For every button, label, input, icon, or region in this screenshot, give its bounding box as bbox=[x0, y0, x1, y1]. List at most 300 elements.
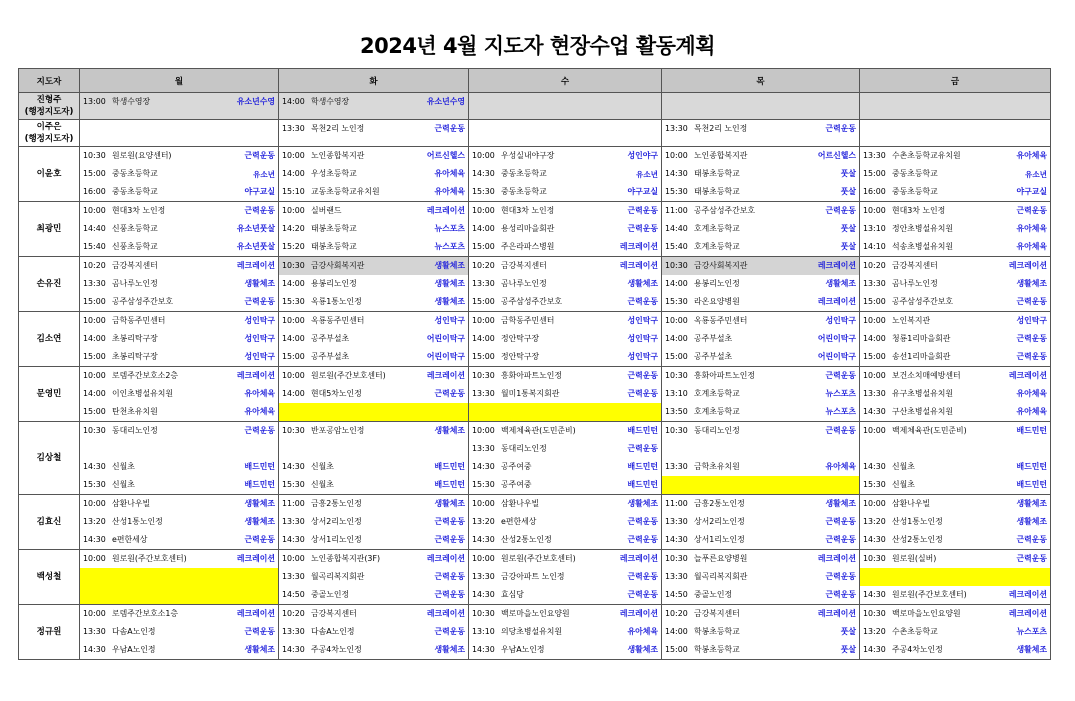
schedule-entry bbox=[469, 550, 661, 568]
entry-time: 14:00 bbox=[665, 627, 688, 636]
entry-activity: 생활체조 bbox=[1016, 645, 1047, 654]
entry-place: 초봉리탁구장 bbox=[112, 352, 158, 361]
schedule-cell-tue bbox=[279, 367, 469, 422]
schedule-cell-mon bbox=[80, 202, 279, 257]
entry-activity: 성인야구 bbox=[627, 151, 658, 160]
schedule-cell-fri bbox=[860, 120, 1051, 147]
schedule-cell-fri bbox=[860, 147, 1051, 202]
entry-place: 금강복지센터 bbox=[112, 261, 158, 270]
entry-activity: 뉴스포츠 bbox=[434, 224, 465, 233]
entry-activity: 생활체조 bbox=[627, 645, 658, 654]
entry-time: 13:30 bbox=[282, 572, 305, 581]
schedule-cell-thu bbox=[662, 367, 860, 422]
entry-time: 15:00 bbox=[863, 169, 886, 178]
entry-place: 동대리노인정 bbox=[112, 426, 158, 435]
entry-time: 14:30 bbox=[83, 462, 106, 471]
entry-activity: 생활체조 bbox=[1016, 279, 1047, 288]
schedule-cell-fri bbox=[860, 550, 1051, 605]
entry-place: 노인종합복지관(3F) bbox=[311, 554, 381, 563]
entry-activity: 생활체조 bbox=[434, 426, 465, 435]
entry-activity: 레크레이션 bbox=[817, 297, 856, 306]
entry-activity: 근력운동 bbox=[627, 371, 658, 380]
schedule-entry bbox=[279, 531, 468, 549]
schedule-cell-tue bbox=[279, 605, 469, 660]
entry-time: 10:30 bbox=[282, 261, 305, 270]
schedule-entry bbox=[279, 330, 468, 348]
entry-activity: 근력운동 bbox=[825, 590, 856, 599]
entry-place: 공주삼성주간보호 bbox=[112, 297, 173, 306]
entry-time: 10:00 bbox=[472, 499, 495, 508]
entry-activity: 유소년 bbox=[1024, 170, 1047, 179]
entry-time: 11:00 bbox=[282, 499, 305, 508]
schedule-entry bbox=[860, 165, 1050, 183]
schedule-entry bbox=[80, 238, 278, 256]
entry-activity: 유소년 bbox=[635, 170, 658, 179]
entry-activity: 근력운동 bbox=[627, 389, 658, 398]
entry-time: 15:30 bbox=[472, 480, 495, 489]
instructor-name: 김효신 bbox=[19, 495, 80, 550]
entry-place: e편한세상 bbox=[112, 535, 148, 544]
entry-place: 공주부설초 bbox=[311, 352, 350, 361]
entry-place: 중동초등학교 bbox=[892, 169, 938, 178]
schedule-entry bbox=[469, 513, 661, 531]
entry-time: 10:00 bbox=[83, 609, 106, 618]
entry-time: 14:30 bbox=[282, 462, 305, 471]
schedule-entry bbox=[662, 330, 859, 348]
entry-place: 신월초 bbox=[311, 462, 334, 471]
entry-time: 14:50 bbox=[282, 590, 305, 599]
table-row bbox=[19, 550, 1051, 605]
schedule-entry bbox=[279, 220, 468, 238]
schedule-cell-thu bbox=[662, 605, 860, 660]
schedule-entry bbox=[860, 220, 1050, 238]
schedule-entry bbox=[80, 385, 278, 403]
entry-activity: 유아체육 bbox=[1016, 224, 1047, 233]
schedule-entry bbox=[80, 422, 278, 440]
entry-place: 학봉초등학교 bbox=[694, 645, 740, 654]
entry-place: 호계초등학교 bbox=[694, 407, 740, 416]
highlight-blank bbox=[279, 403, 468, 421]
entry-activity: 유아체육 bbox=[1016, 242, 1047, 251]
entry-place: 삼환나우빌 bbox=[112, 499, 151, 508]
entry-time: 15:10 bbox=[282, 187, 305, 196]
entry-activity: 성인탁구 bbox=[627, 352, 658, 361]
entry-time: 10:00 bbox=[665, 316, 688, 325]
entry-time: 10:00 bbox=[863, 371, 886, 380]
entry-time: 13:20 bbox=[863, 627, 886, 636]
schedule-entry bbox=[279, 293, 468, 311]
entry-time: 10:00 bbox=[83, 554, 106, 563]
schedule-cell-wed bbox=[469, 495, 662, 550]
schedule-entry bbox=[469, 458, 661, 476]
schedule-entry bbox=[279, 238, 468, 256]
schedule-entry bbox=[469, 183, 661, 201]
schedule-entry bbox=[80, 623, 278, 641]
entry-place: 옥룡1통노인정 bbox=[311, 297, 362, 306]
schedule-cell-wed bbox=[469, 93, 662, 120]
entry-place: 구산초병설유치원 bbox=[892, 407, 953, 416]
schedule-cell-tue bbox=[279, 120, 469, 147]
schedule-entry bbox=[662, 202, 859, 220]
entry-place: 우남A노인정 bbox=[112, 645, 156, 654]
entry-time: 15:00 bbox=[83, 352, 106, 361]
instructor-name: 이주은 (행정지도자) bbox=[19, 120, 80, 147]
schedule-entry bbox=[860, 275, 1050, 293]
entry-place: 우남A노인정 bbox=[501, 645, 545, 654]
schedule-entry bbox=[279, 165, 468, 183]
entry-place: 다솜A노인정 bbox=[311, 627, 355, 636]
schedule-entry bbox=[662, 220, 859, 238]
schedule-entry bbox=[662, 312, 859, 330]
schedule-entry bbox=[80, 275, 278, 293]
entry-place: 늘푸른요양병원 bbox=[694, 554, 748, 563]
schedule-entry bbox=[860, 458, 1050, 476]
schedule-entry bbox=[860, 550, 1050, 568]
entry-time: 13:10 bbox=[665, 389, 688, 398]
entry-activity: 어르신헬스 bbox=[817, 151, 856, 160]
header-tuesday: 화 bbox=[279, 69, 469, 93]
schedule-entry bbox=[860, 513, 1050, 531]
entry-activity: 근력운동 bbox=[825, 535, 856, 544]
schedule-entry bbox=[469, 495, 661, 513]
schedule-entry bbox=[80, 202, 278, 220]
schedule-entry bbox=[860, 202, 1050, 220]
schedule-cell-fri bbox=[860, 422, 1051, 495]
schedule-cell-thu bbox=[662, 147, 860, 202]
schedule-entry bbox=[860, 531, 1050, 549]
entry-time: 10:30 bbox=[863, 609, 886, 618]
schedule-entry bbox=[662, 422, 859, 440]
entry-time: 10:00 bbox=[282, 554, 305, 563]
entry-place: 노인종합복지관 bbox=[311, 151, 365, 160]
entry-place: 학생수영장 bbox=[311, 97, 350, 106]
instructor-name: 문영민 bbox=[19, 367, 80, 422]
entry-place: 원로원(주간보호센터) bbox=[892, 590, 967, 599]
entry-activity: 생활체조 bbox=[627, 279, 658, 288]
schedule-entry bbox=[662, 293, 859, 311]
schedule-cell-fri bbox=[860, 312, 1051, 367]
schedule-entry bbox=[80, 531, 278, 549]
instructor-name: 김소연 bbox=[19, 312, 80, 367]
schedule-entry bbox=[662, 385, 859, 403]
entry-place: 공주삼성주간보호 bbox=[501, 297, 562, 306]
entry-time: 13:30 bbox=[472, 444, 495, 453]
schedule-entry bbox=[80, 147, 278, 165]
entry-time: 15:00 bbox=[282, 352, 305, 361]
entry-place: 곰나루노인정 bbox=[892, 279, 938, 288]
entry-time: 10:00 bbox=[863, 206, 886, 215]
schedule-cell-tue bbox=[279, 93, 469, 120]
entry-time: 10:30 bbox=[282, 426, 305, 435]
entry-activity: 근력운동 bbox=[434, 124, 465, 133]
entry-activity: 근력운동 bbox=[434, 572, 465, 581]
entry-place: 옥룡동주민센터 bbox=[311, 316, 365, 325]
schedule-entry bbox=[80, 257, 278, 275]
entry-time: 13:30 bbox=[83, 279, 106, 288]
entry-place: 금강사회복지관 bbox=[311, 261, 365, 270]
entry-activity: 배드민턴 bbox=[434, 462, 465, 471]
entry-place: 상서2리노인정 bbox=[694, 517, 745, 526]
table-row bbox=[19, 367, 1051, 422]
entry-place: 금강복지센터 bbox=[501, 261, 547, 270]
schedule-cell-wed bbox=[469, 257, 662, 312]
entry-time: 14:30 bbox=[665, 169, 688, 178]
entry-time: 13:30 bbox=[665, 572, 688, 581]
schedule-cell-wed bbox=[469, 367, 662, 422]
entry-activity: 근력운동 bbox=[244, 627, 275, 636]
entry-activity: 레크레이션 bbox=[426, 554, 465, 563]
header-friday: 금 bbox=[860, 69, 1051, 93]
entry-activity: 생활체조 bbox=[825, 499, 856, 508]
entry-time: 13:10 bbox=[863, 224, 886, 233]
schedule-entry bbox=[279, 93, 468, 111]
entry-place: 금흥2통노인정 bbox=[694, 499, 745, 508]
schedule-entry bbox=[279, 495, 468, 513]
schedule-cell-tue bbox=[279, 147, 469, 202]
entry-activity: 풋살 bbox=[840, 627, 856, 636]
entry-activity: 근력운동 bbox=[244, 206, 275, 215]
entry-time: 14:00 bbox=[863, 334, 886, 343]
schedule-entry bbox=[80, 220, 278, 238]
entry-place: 중골노인정 bbox=[694, 590, 733, 599]
entry-place: 수촌초등학교 bbox=[892, 627, 938, 636]
entry-time: 10:00 bbox=[83, 371, 106, 380]
entry-activity: 레크레이션 bbox=[236, 371, 275, 380]
entry-activity: 레크레이션 bbox=[426, 371, 465, 380]
instructor-name: 진형주 (행정지도자) bbox=[19, 93, 80, 120]
schedule-entry bbox=[80, 348, 278, 366]
entry-time: 10:00 bbox=[83, 316, 106, 325]
schedule-entry bbox=[80, 312, 278, 330]
schedule-entry bbox=[469, 422, 661, 440]
entry-activity: 근력운동 bbox=[434, 535, 465, 544]
entry-activity: 배드민턴 bbox=[434, 480, 465, 489]
entry-activity: 풋살 bbox=[840, 645, 856, 654]
schedule-entry bbox=[279, 312, 468, 330]
entry-time: 14:30 bbox=[863, 462, 886, 471]
entry-activity: 근력운동 bbox=[627, 206, 658, 215]
schedule-entry bbox=[469, 605, 661, 623]
schedule-cell-thu bbox=[662, 312, 860, 367]
entry-activity: 근력운동 bbox=[825, 371, 856, 380]
instructor-name: 최광민 bbox=[19, 202, 80, 257]
entry-place: 학생수영장 bbox=[112, 97, 151, 106]
schedule-entry bbox=[469, 476, 661, 494]
entry-activity: 풋살 bbox=[840, 169, 856, 178]
table-row bbox=[19, 422, 1051, 495]
entry-time: 13:20 bbox=[83, 517, 106, 526]
schedule-entry bbox=[860, 257, 1050, 275]
schedule-cell-tue bbox=[279, 495, 469, 550]
entry-activity: 생활체조 bbox=[434, 297, 465, 306]
entry-time: 13:30 bbox=[665, 462, 688, 471]
entry-place: 송선1리마을회관 bbox=[892, 352, 951, 361]
entry-activity: 생활체조 bbox=[244, 517, 275, 526]
entry-activity: 근력운동 bbox=[627, 224, 658, 233]
schedule-entry bbox=[279, 623, 468, 641]
entry-activity: 근력운동 bbox=[244, 535, 275, 544]
entry-time: 13:30 bbox=[665, 124, 688, 133]
entry-place: 공주여중 bbox=[501, 480, 532, 489]
schedule-entry bbox=[662, 568, 859, 586]
entry-activity: 생활체조 bbox=[434, 261, 465, 270]
entry-time: 15:00 bbox=[863, 352, 886, 361]
entry-time: 14:30 bbox=[863, 407, 886, 416]
schedule-entry bbox=[860, 330, 1050, 348]
schedule-entry bbox=[662, 238, 859, 256]
entry-place: 신월초 bbox=[892, 462, 915, 471]
entry-activity: 배드민턴 bbox=[244, 462, 275, 471]
entry-place: 흥화아파트노인정 bbox=[694, 371, 755, 380]
schedule-cell-mon bbox=[80, 93, 279, 120]
entry-place: 금강복지센터 bbox=[311, 609, 357, 618]
entry-place: 현대3차 노인정 bbox=[112, 206, 166, 215]
schedule-entry bbox=[279, 458, 468, 476]
table-row bbox=[19, 312, 1051, 367]
entry-time: 13:30 bbox=[863, 389, 886, 398]
entry-time: 13:30 bbox=[282, 124, 305, 133]
schedule-entry bbox=[469, 165, 661, 183]
entry-time: 13:20 bbox=[472, 517, 495, 526]
entry-activity: 근력운동 bbox=[1016, 352, 1047, 361]
schedule-entry bbox=[662, 257, 859, 275]
entry-place: 초봉리탁구장 bbox=[112, 334, 158, 343]
entry-activity: 야구교실 bbox=[244, 187, 275, 196]
entry-time: 10:30 bbox=[472, 609, 495, 618]
schedule-entry bbox=[279, 202, 468, 220]
entry-activity: 생활체조 bbox=[825, 279, 856, 288]
entry-place: 산성2통노인정 bbox=[892, 535, 943, 544]
highlight-blank bbox=[469, 403, 661, 421]
entry-time: 14:30 bbox=[863, 535, 886, 544]
entry-place: 금강아파트 노인정 bbox=[501, 572, 565, 581]
schedule-entry bbox=[469, 641, 661, 659]
schedule-cell-mon bbox=[80, 605, 279, 660]
schedule-cell-thu bbox=[662, 422, 860, 495]
schedule-entry bbox=[860, 440, 1050, 458]
entry-activity: 뉴스포츠 bbox=[825, 389, 856, 398]
entry-time: 15:00 bbox=[83, 407, 106, 416]
schedule-cell-thu bbox=[662, 120, 860, 147]
entry-time: 10:30 bbox=[863, 554, 886, 563]
entry-activity: 배드민턴 bbox=[627, 480, 658, 489]
entry-place: 중동초등학교 bbox=[892, 187, 938, 196]
entry-time: 15:30 bbox=[665, 297, 688, 306]
entry-activity: 풋살 bbox=[840, 242, 856, 251]
entry-place: 신풍초등학교 bbox=[112, 242, 158, 251]
entry-activity: 근력운동 bbox=[825, 206, 856, 215]
entry-place: 금강복지센터 bbox=[892, 261, 938, 270]
entry-time: 14:00 bbox=[665, 334, 688, 343]
entry-place: 실버랜드 bbox=[311, 206, 342, 215]
schedule-entry bbox=[662, 275, 859, 293]
entry-activity: 레크레이션 bbox=[426, 609, 465, 618]
entry-place: 옥룡동주민센터 bbox=[694, 316, 748, 325]
entry-time: 15:30 bbox=[282, 297, 305, 306]
entry-place: 백제체육관(도민준비) bbox=[501, 426, 576, 435]
entry-time: 10:20 bbox=[472, 261, 495, 270]
entry-activity: 레크레이션 bbox=[619, 261, 658, 270]
schedule-entry bbox=[80, 165, 278, 183]
entry-place: 원로원(주간보호센터) bbox=[311, 371, 386, 380]
schedule-cell-tue bbox=[279, 422, 469, 495]
entry-time: 15:00 bbox=[472, 242, 495, 251]
entry-place: 우성실내야구장 bbox=[501, 151, 555, 160]
schedule-entry bbox=[279, 183, 468, 201]
schedule-entry bbox=[860, 183, 1050, 201]
entry-place: 공주부설초 bbox=[311, 334, 350, 343]
entry-time: 15:40 bbox=[665, 242, 688, 251]
entry-time: 14:30 bbox=[472, 169, 495, 178]
schedule-cell-mon bbox=[80, 120, 279, 147]
entry-activity: 생활체조 bbox=[434, 279, 465, 288]
entry-activity: 성인탁구 bbox=[244, 334, 275, 343]
entry-time: 14:00 bbox=[472, 334, 495, 343]
entry-activity: 레크레이션 bbox=[1008, 371, 1047, 380]
entry-time: 15:00 bbox=[472, 352, 495, 361]
entry-time: 10:30 bbox=[665, 371, 688, 380]
schedule-entry bbox=[860, 605, 1050, 623]
schedule-entry bbox=[860, 586, 1050, 604]
entry-activity: 근력운동 bbox=[434, 590, 465, 599]
schedule-entry bbox=[469, 238, 661, 256]
schedule-entry bbox=[860, 367, 1050, 385]
entry-time: 14:30 bbox=[665, 535, 688, 544]
schedule-entry bbox=[279, 440, 468, 458]
entry-activity: 성인탁구 bbox=[434, 316, 465, 325]
entry-time: 10:00 bbox=[863, 316, 886, 325]
entry-activity: 유아체육 bbox=[1016, 151, 1047, 160]
entry-activity: 근력운동 bbox=[244, 426, 275, 435]
entry-time: 14:30 bbox=[863, 590, 886, 599]
entry-time: 14:50 bbox=[665, 590, 688, 599]
entry-place: 산성2통노인정 bbox=[501, 535, 552, 544]
entry-time: 15:00 bbox=[863, 297, 886, 306]
entry-place: 우성초등학교 bbox=[311, 169, 357, 178]
schedule-entry bbox=[860, 348, 1050, 366]
entry-time: 10:00 bbox=[282, 371, 305, 380]
instructor-name: 이윤호 bbox=[19, 147, 80, 202]
entry-time: 13:30 bbox=[863, 151, 886, 160]
schedule-cell-tue bbox=[279, 257, 469, 312]
entry-place: 용성리마을회관 bbox=[501, 224, 555, 233]
schedule-entry bbox=[80, 550, 278, 568]
schedule-cell-fri bbox=[860, 605, 1051, 660]
entry-time: 13:30 bbox=[665, 517, 688, 526]
schedule-entry bbox=[279, 586, 468, 604]
entry-place: 현대3차 노인정 bbox=[892, 206, 946, 215]
schedule-entry bbox=[279, 275, 468, 293]
entry-activity: 레크레이션 bbox=[619, 242, 658, 251]
entry-activity: 뉴스포츠 bbox=[825, 407, 856, 416]
schedule-entry bbox=[860, 623, 1050, 641]
schedule-cell-tue bbox=[279, 202, 469, 257]
schedule-cell-thu bbox=[662, 257, 860, 312]
entry-place: 동대리노인정 bbox=[501, 444, 547, 453]
entry-time: 14:00 bbox=[83, 389, 106, 398]
entry-place: e편한세상 bbox=[501, 517, 537, 526]
schedule-entry bbox=[80, 93, 278, 111]
entry-place: 현대5차노인정 bbox=[311, 389, 362, 398]
entry-time: 14:30 bbox=[83, 535, 106, 544]
schedule-entry bbox=[662, 348, 859, 366]
schedule-entry bbox=[279, 550, 468, 568]
entry-activity: 레크레이션 bbox=[426, 206, 465, 215]
entry-time: 10:00 bbox=[472, 316, 495, 325]
entry-time: 10:00 bbox=[472, 426, 495, 435]
schedule-cell-tue bbox=[279, 550, 469, 605]
entry-place: 태봉초등학교 bbox=[694, 187, 740, 196]
